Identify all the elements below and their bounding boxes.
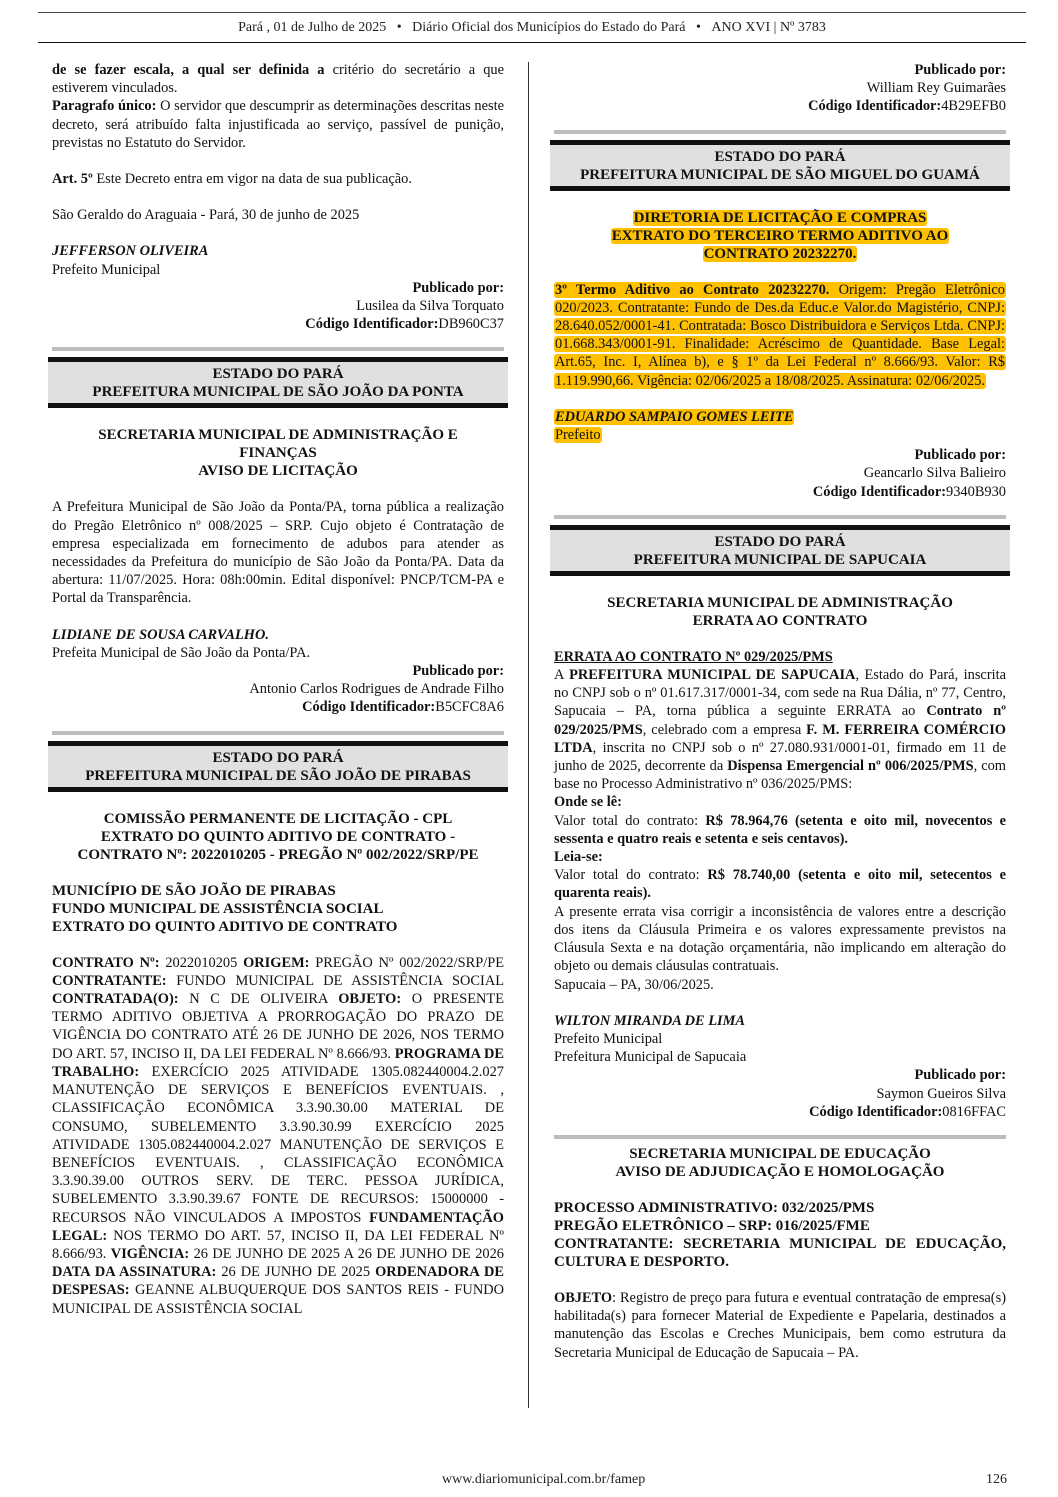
identifier-code	[52, 698, 504, 716]
state-banner	[48, 357, 508, 408]
text: Dispensa Emergencial nº 006/2025/PMS	[727, 758, 974, 775]
contract-extract	[52, 954, 504, 1318]
process-info	[554, 1199, 1006, 1271]
leia-se-label: Leia-se:	[554, 849, 603, 866]
text: R$ 78.964,76 (setenta e oito mil, novecentos e sessenta e quatro reais e setenta e seis centavos).	[554, 812, 1007, 847]
code-value: 4B29EFB0	[941, 98, 1006, 115]
onde-se-le-value	[554, 812, 1006, 848]
text: PREGÃO Nº 002/2022/SRP/PE	[309, 954, 505, 971]
code-value: 0816FFAC	[942, 1103, 1006, 1120]
prefecture-name: PREFEITURA MUNICIPAL DE SÃO JOÃO DA PONTA	[92, 384, 464, 401]
separator	[52, 731, 504, 735]
header-date: Pará , 01 de Julho de 2025	[238, 20, 387, 35]
published-by-name: Geancarlo Silva Balieiro	[863, 465, 1006, 482]
state-name: ESTADO DO PARÁ	[212, 749, 344, 766]
text: Prefeito	[555, 427, 601, 444]
code-value: B5CFC8A6	[435, 699, 504, 716]
process-line: PREGÃO ELETRÔNICO – SRP: 016/2025/FME	[554, 1217, 870, 1234]
column-divider	[528, 62, 529, 1408]
text: ORDENADORA DE DESPESAS:	[52, 1264, 504, 1299]
title-line: CONTRATO 20232270.	[703, 245, 857, 262]
text: , inscrita no CNPJ sob o nº 27.080.931/0001-01, firmado em 11 de junho de 2025, decorrente da	[554, 739, 1006, 775]
signer-name: WILTON MIRANDA DE LIMA	[554, 1012, 745, 1029]
extract-body	[554, 281, 1006, 390]
signer-name: LIDIANE DE SOUSA CARVALHO.	[52, 626, 269, 643]
errata-heading: ERRATA AO CONTRATO Nº 029/2025/PMS	[554, 648, 833, 665]
text: PREFEITURA MUNICIPAL DE SAPUCAIA	[569, 667, 856, 684]
text: ORIGEM:	[243, 954, 310, 971]
separator	[554, 130, 1006, 134]
subtitle-block	[52, 882, 504, 936]
process-line: CONTRATANTE: SECRETARIA MUNICIPAL DE EDUCAÇÃO, CULTURA E DESPORTO.	[554, 1235, 1006, 1270]
header-bullet: •	[396, 20, 402, 35]
separator	[52, 347, 504, 351]
title-line: EXTRATO DO TERCEIRO TERMO ADITIVO AO	[611, 227, 949, 244]
text: CONTRATO Nº:	[52, 954, 160, 971]
text: Valor total do contrato:	[554, 867, 708, 884]
published-by-name: Antonio Carlos Rodrigues de Andrade Filho	[249, 681, 504, 698]
text: 26 DE JUNHO DE 2025	[216, 1264, 376, 1281]
errata-body	[554, 666, 1006, 793]
place-date: Sapucaia – PA, 30/06/2025.	[554, 976, 714, 993]
published-by-label: Publicado por:	[914, 1067, 1006, 1084]
published-by-name: Lusilea da Silva Torquato	[356, 298, 504, 315]
header-edition: ANO XVI | Nº 3783	[711, 20, 826, 35]
text: : Registro de preço para futura e eventual contratação de empresa(s) habilitada(s) para fornecer Material de Expediente e Papelaria, destinados a manutenção das Escolas e Creches Municipais, bem como estrutura da Secretaria Municipal de Educação de Sapucaia – PA.	[554, 1289, 1006, 1361]
text: Este Decreto entra em vigor na data de sua publicação.	[92, 171, 412, 188]
signer-role: Prefeita Municipal de São João da Ponta/PA.	[52, 644, 311, 661]
title-line: AVISO DE ADJUDICAÇÃO E HOMOLOGAÇÃO	[615, 1163, 945, 1180]
state-name: ESTADO DO PARÁ	[714, 533, 846, 550]
signer-name: JEFFERSON OLIVEIRA	[52, 243, 209, 260]
object-text	[554, 1289, 1006, 1362]
state-banner	[550, 525, 1010, 576]
section-title	[554, 594, 1006, 630]
subtitle-line: EXTRATO DO QUINTO ADITIVO DE CONTRATO	[52, 918, 398, 935]
bold-text: Art. 5º	[52, 171, 93, 188]
identifier-code	[554, 483, 1006, 501]
published-by-label: Publicado por:	[412, 279, 504, 296]
process-line: PROCESSO ADMINISTRATIVO: 032/2025/PMS	[554, 1199, 875, 1216]
prefecture-name: PREFEITURA MUNICIPAL DE SAPUCAIA	[633, 551, 927, 568]
prefecture-name: PREFEITURA MUNICIPAL DE SÃO JOÃO DE PIRABAS	[85, 767, 471, 784]
title-line: DIRETORIA DE LICITAÇÃO E COMPRAS	[633, 209, 927, 226]
identifier-code	[554, 1103, 1006, 1121]
section-title	[52, 810, 504, 864]
state-banner	[550, 140, 1010, 191]
text: NOS TERMO DO ART. 57, INCISO II, DA LEI FEDERAL Nº 8.666/93.	[52, 1227, 504, 1262]
text: VIGÊNCIA:	[110, 1245, 190, 1262]
identifier-code	[554, 97, 1006, 115]
text: 26 DE JUNHO DE 2025 A 26 DE JUNHO DE 2026	[189, 1245, 505, 1262]
paragraph	[52, 61, 504, 97]
text: Origem: Pregão Eletrônico 020/2023. Contratante: Fundo de Des.da Educ.e Valor.do Magistério, CNPJ: 28.640.052/0001-41. Contratada: Bosco Distribuidora e Serviços Ltda. CNPJ: 01.668.343/0001-91. Finalidade: Acréscimo de Quantidade. Base Legal: Art.65, Inc. I, Alínea b), e § 1º da Lei Federal nº 8.666/93. Valor: R$ 1.119.990,66. Vigência: 02/06/2025 a 18/08/2025. Assinatura: 02/06/2025.	[555, 281, 1005, 389]
header-bullet: •	[696, 20, 701, 35]
article-5	[52, 170, 504, 188]
separator	[554, 1135, 1006, 1139]
published-by-label: Publicado por:	[412, 663, 504, 680]
right-column	[554, 61, 1006, 1362]
text: CONTRATADA(O):	[52, 991, 179, 1008]
left-column	[52, 61, 504, 1318]
title-line: SECRETARIA MUNICIPAL DE EDUCAÇÃO	[629, 1145, 931, 1162]
title-line: AVISO DE LICITAÇÃO	[198, 463, 358, 480]
text: , com base no Processo Administrativo nº 036/2025/PMS:	[554, 758, 1006, 793]
section-title	[554, 1145, 1006, 1181]
header-title: Diário Oficial dos Municípios do Estado do Pará	[412, 20, 686, 35]
code-label: Código Identificador:	[809, 1103, 943, 1120]
state-banner	[48, 741, 508, 792]
code-label: Código Identificador:	[812, 483, 947, 500]
title-line: SECRETARIA MUNICIPAL DE ADMINISTRAÇÃO	[607, 594, 953, 611]
published-by-name: William Rey Guimarães	[866, 80, 1006, 97]
signer-role: Prefeito Municipal	[52, 261, 161, 278]
text: FUNDAMENTAÇÃO LEGAL:	[52, 1209, 504, 1244]
page-header	[38, 12, 1026, 43]
text: OBJETO	[554, 1289, 613, 1306]
published-by-name: Saymon Gueiros Silva	[876, 1085, 1006, 1102]
text: , Estado do Pará, inscrita no CNPJ sob o nº 01.617.317/0001-34, com sede na Rua Dália, nº 77, Centro, Sapucaia – PA, torna pública a seguinte ERRATA ao	[554, 667, 1006, 720]
place-date: São Geraldo do Araguaia - Pará, 30 de junho de 2025	[52, 207, 360, 224]
title-line: ERRATA AO CONTRATO	[692, 612, 868, 629]
prefecture-name: PREFEITURA MUNICIPAL DE SÃO MIGUEL DO GUAMÁ	[580, 166, 980, 183]
page-number: 126	[986, 1472, 1007, 1487]
text: GEANNE ALBUQUERQUE DOS SANTOS REIS - FUNDO MUNICIPAL DE ASSISTÊNCIA SOCIAL	[52, 1282, 504, 1317]
published-by-label: Publicado por:	[914, 447, 1006, 464]
code-value: DB960C37	[438, 316, 504, 333]
text: DATA DA ASSINATURA:	[52, 1264, 217, 1281]
text: 2022010205	[159, 954, 244, 971]
text: EXERCÍCIO 2025 ATIVIDADE 1305.082440004.2.027 MANUTENÇÃO DE SERVIÇOS E BENEFÍCIOS EVENTUAIS. , CLASSIFICAÇÃO ECONÔMICA 3.3.90.30.00 MATERIAL DE CONSUMO, SUBELEMENTO 3.3.90.30.99 EXERCÍCIO 2025 ATIVIDADE 1305.082440004.2.027 MANUTENÇÃO DE SERVIÇOS E BENEFÍCIOS EVENTUAIS. , CLASSIFICAÇÃO ECONÔMICA 3.3.90.39.00 OUTROS SERV. DE TERC. PESSOA JURÍDICA, SUBELEMENTO 3.3.90.39.67 FONTE DE RECURSOS: 15000000 - RECURSOS NÃO VINCULADOS A IMPOSTOS	[52, 1063, 504, 1226]
bold-text: de se fazer escala, a qual ser definida a	[52, 62, 325, 78]
signer-org: Prefeitura Municipal de Sapucaia	[554, 1049, 747, 1066]
bold-text: Paragrafo único:	[52, 98, 157, 115]
separator	[554, 515, 1006, 519]
leia-se-value	[554, 866, 1006, 902]
errata-note: A presente errata visa corrigir a inconsistência de valores entre a descrição dos itens da Cláusula Primeira e os valores expressamente previstos na Cláusula Sexta e na dotação orçamentária, não implicando em alteração do objeto ou demais cláusulas contratuais.	[554, 903, 1006, 975]
text: N C DE OLIVEIRA	[178, 991, 339, 1008]
state-name: ESTADO DO PARÁ	[714, 148, 846, 165]
section-title	[52, 426, 504, 480]
subtitle-line: MUNICÍPIO DE SÃO JOÃO DE PIRABAS	[52, 882, 336, 899]
text: A	[554, 667, 570, 684]
text: OBJETO:	[338, 991, 402, 1008]
text: Contrato nº 029/2025/PMS	[554, 703, 1006, 738]
signer-role	[554, 426, 1006, 444]
text: Valor total do contrato:	[554, 812, 706, 829]
text: EDUARDO SAMPAIO GOMES LEITE	[555, 408, 794, 425]
title-line: CONTRATO Nº: 2022010205 - PREGÃO Nº 002/2022/SRP/PE	[77, 846, 479, 863]
text: O servidor que descumprir as determinações descritas neste decreto, será atribuído falta injustificada ao serviço, passível de punição, previstas no Estatuto do Servidor.	[52, 98, 504, 151]
code-label: Código Identificador:	[305, 316, 439, 333]
signer-name	[554, 408, 1006, 426]
published-by-label: Publicado por:	[914, 62, 1006, 78]
title-line: SECRETARIA MUNICIPAL DE ADMINISTRAÇÃO E FINANÇAS	[98, 427, 458, 462]
text: critério do secretário a que estiverem vinculados.	[52, 62, 504, 97]
notice-body: A Prefeitura Municipal de São João da Ponta/PA, torna pública a realização do Pregão Eletrônico nº 008/2025 – SRP. Cujo objeto é Contratação de empresa especializada em fornecimento de adubos para atender as necessidades da Prefeitura do município de São João da Ponta/PA. Data da abertura: 11/07/2025. Hora: 08h:00min. Edital disponível: PNCP/TCM-PA e Portal da Transparência.	[52, 499, 504, 607]
text: FUNDO MUNICIPAL DE ASSISTÊNCIA SOCIAL	[166, 972, 504, 989]
text: CONTRATANTE:	[52, 972, 167, 989]
identifier-code	[52, 315, 504, 333]
code-value: 9340B930	[946, 483, 1006, 500]
text: F. M. FERREIRA COMÉRCIO LTDA	[554, 721, 1006, 756]
code-label: Código Identificador:	[302, 699, 436, 716]
text: PROGRAMA DE TRABALHO:	[52, 1045, 504, 1080]
signer-role: Prefeito Municipal	[554, 1030, 663, 1047]
text: R$ 78.740,00 (setenta e oito mil, setecentos e quarenta reais).	[554, 867, 1006, 902]
paragraph	[52, 97, 504, 152]
footer-url[interactable]: www.diariomunicipal.com.br/famep	[442, 1472, 646, 1487]
subtitle-line: FUNDO MUNICIPAL DE ASSISTÊNCIA SOCIAL	[52, 900, 384, 917]
bold-text: 3º Termo Aditivo ao Contrato 20232270.	[555, 281, 830, 298]
title-line: EXTRATO DO QUINTO ADITIVO DE CONTRATO -	[100, 828, 456, 845]
onde-se-le-label: Onde se lê:	[554, 794, 622, 811]
title-line: COMISSÃO PERMANENTE DE LICITAÇÃO - CPL	[103, 810, 453, 827]
state-name: ESTADO DO PARÁ	[212, 366, 344, 383]
code-label: Código Identificador:	[808, 98, 942, 115]
section-title	[554, 209, 1006, 263]
text: O PRESENTE TERMO ADITIVO OBJETIVA A PRORROGAÇÃO DO PRAZO DE VIGÊNCIA DO CONTRATO ATÉ 26 DE JUNHO DE 2026, NOS TERMO DO ART. 57, INCISO II, DA LEI FEDERAL Nº 8.666/93.	[52, 991, 504, 1062]
text: , celebrado com a empresa	[642, 721, 807, 738]
